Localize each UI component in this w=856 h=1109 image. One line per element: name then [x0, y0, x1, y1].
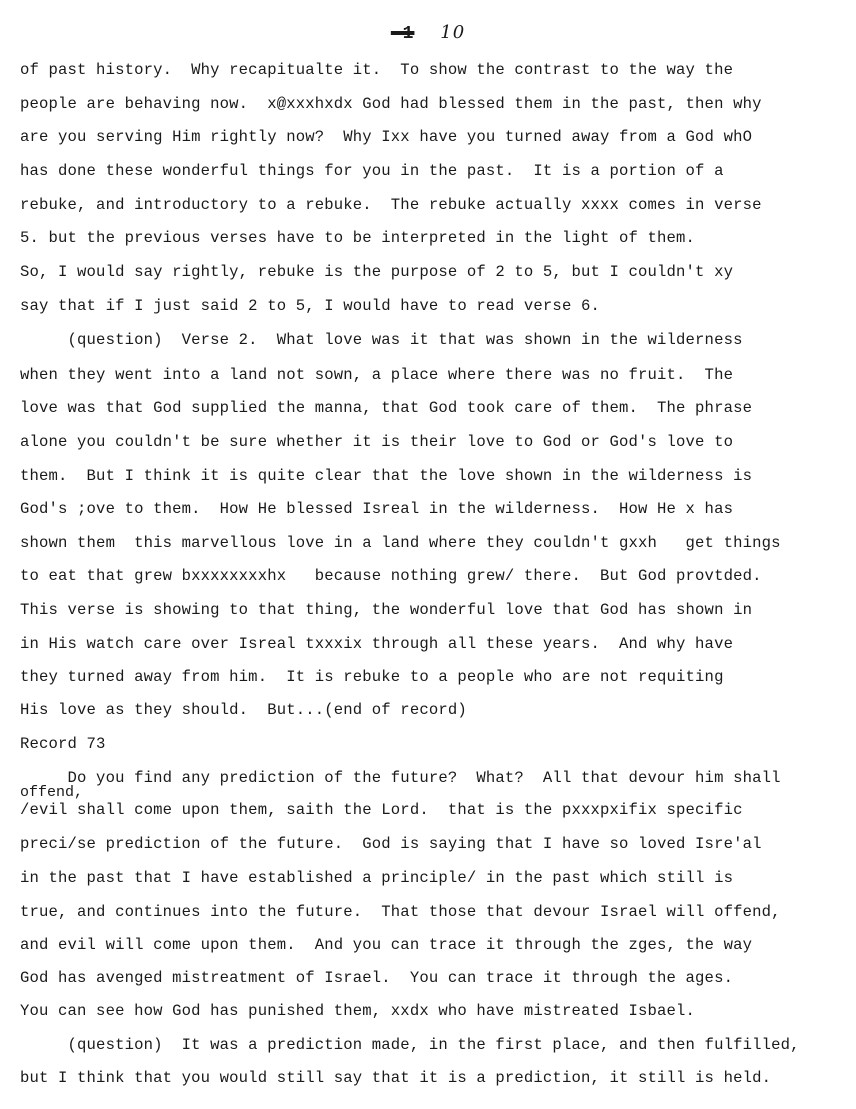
text-line: This verse is showing to that thing, the wonderful love that God has shown in [20, 601, 753, 619]
text-line: So, I would say rightly, rebuke is the purpose of 2 to 5, but I couldn't xy [20, 263, 734, 281]
text-line: alone you couldn't be sure whether it is their love to God or God's love to [20, 433, 734, 451]
text-line: are you serving Him rightly now? Why Ixx have you turned away from a God whO [20, 128, 753, 146]
text-line: His love as they should. But...(end of record) [20, 701, 467, 719]
text-line: but I think that you would still say that it is a prediction, it still is held. [20, 1069, 772, 1087]
text-line: in His watch care over Isreal txxxix through all these years. And why have [20, 635, 734, 653]
text-line: has done these wonderful things for you in the past. It is a portion of a [20, 162, 724, 180]
text-line: God's ;ove to them. How He blessed Isreal in the wilderness. How He x has [20, 500, 734, 518]
text-line: (question) Verse 2. What love was it that was shown in the wilderness [20, 331, 743, 349]
text-line: rebuke, and introductory to a rebuke. The rebuke actually xxxx comes in verse [20, 196, 762, 214]
text-line: /evil shall come upon them, saith the Lord. that is the pxxxpxifix specific [20, 801, 743, 819]
text-line: You can see how God has punished them, xxdx who have mistreated Isbael. [20, 1002, 696, 1020]
page-number [0, 22, 856, 44]
text-line: them. But I think it is quite clear that the love shown in the wilderness is [20, 467, 753, 485]
record-heading: Record 73 [20, 735, 106, 753]
text-line: love was that God supplied the manna, that God took care of them. The phrase [20, 399, 753, 417]
text-line: when they went into a land not sown, a place where there was no fruit. The [20, 366, 734, 384]
struck-page-number: -1 [390, 24, 415, 44]
text-line: shown them this marvellous love in a land where they couldn't gxxh get things [20, 534, 781, 552]
text-line: people are behaving now. x@xxxhxdx God had blessed them in the past, then why [20, 95, 762, 113]
text-line: 5. but the previous verses have to be interpreted in the light of them. [20, 229, 696, 247]
handwritten-page-number: 10 [440, 22, 466, 43]
text-line: to eat that grew bxxxxxxxxhx because nothing grew/ there. But God provtded. [20, 567, 762, 585]
text-line: of past history. Why recapitualte it. To show the contrast to the way the [20, 61, 734, 79]
text-line: preci/se prediction of the future. God is saying that I have so loved Isre'al [20, 835, 762, 853]
text-line: (question) It was a prediction made, in the first place, and then fulfilled, [20, 1036, 800, 1054]
text-line: God has avenged mistreatment of Israel. You can trace it through the ages. [20, 969, 734, 987]
text-line: say that if I just said 2 to 5, I would have to read verse 6. [20, 297, 600, 315]
text-line: they turned away from him. It is rebuke to a people who are not requiting [20, 668, 724, 686]
text-line: true, and continues into the future. That those that devour Israel will offend, [20, 903, 781, 921]
text-line: Do you find any prediction of the future? What? All that devour him shall [20, 769, 781, 787]
insertion-note: offend, [20, 784, 84, 801]
text-line: and evil will come upon them. And you can trace it through the zges, the way [20, 936, 753, 954]
text-line: in the past that I have established a principle/ in the past which still is [20, 869, 734, 887]
